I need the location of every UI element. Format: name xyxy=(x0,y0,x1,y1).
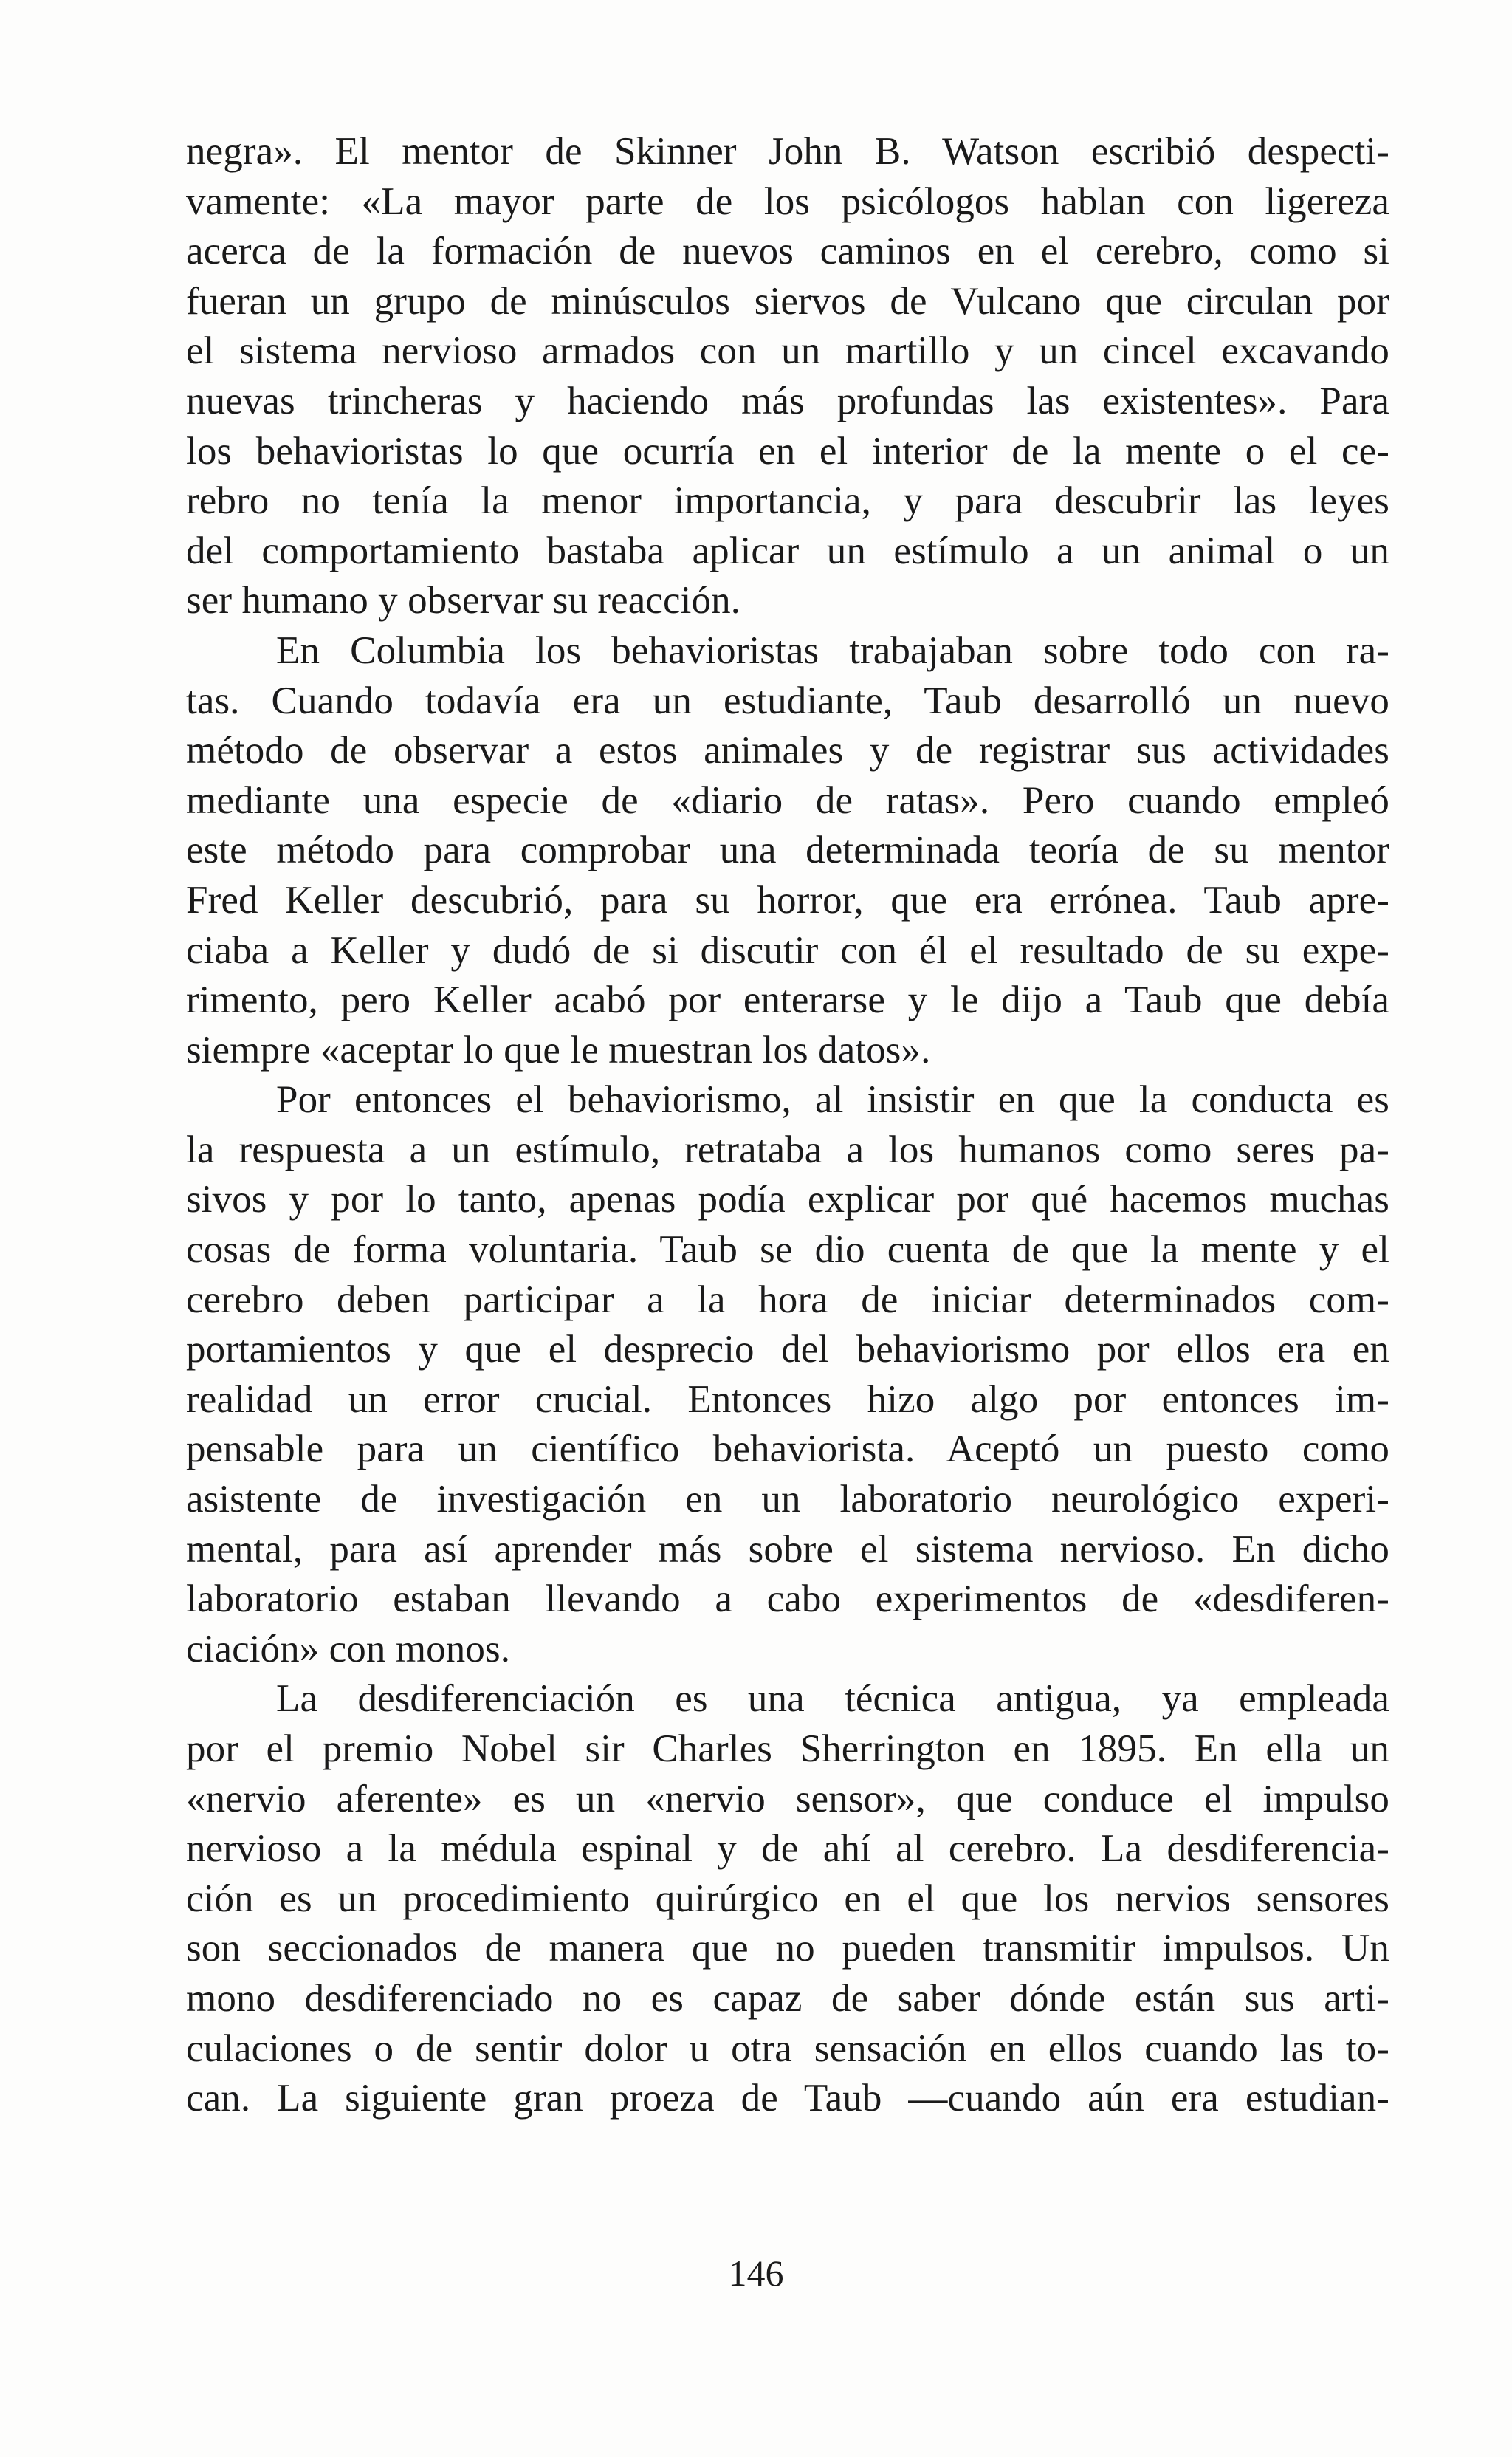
text-line: fueran un grupo de minúsculos siervos de Vulcano que circulan por xyxy=(186,279,1389,323)
text-line: ción es un procedimiento quirúrgico en el que los nervios sensores xyxy=(186,1877,1389,1920)
text-line: pensable para un científico behaviorista. Aceptó un puesto como xyxy=(186,1428,1389,1471)
text-line: negra». El mentor de Skinner John B. Watson escribió despecti- xyxy=(186,130,1389,173)
text-line: este método para comprobar una determinada teoría de su mentor xyxy=(186,829,1389,872)
text-line: cerebro deben participar a la hora de iniciar determinados com- xyxy=(186,1278,1389,1321)
text-line: por el premio Nobel sir Charles Sherrington en 1895. En ella un xyxy=(186,1727,1389,1770)
body-text xyxy=(186,127,1389,2124)
text-line: rebro no tenía la menor importancia, y para descubrir las leyes xyxy=(186,479,1389,523)
text-line: método de observar a estos animales y de registrar sus actividades xyxy=(186,729,1389,772)
text-line: Fred Keller descubrió, para su horror, que era errónea. Taub apre- xyxy=(186,878,1389,922)
text-line: culaciones o de sentir dolor u otra sensación en ellos cuando las to- xyxy=(186,2026,1389,2070)
text-line: vamente: «La mayor parte de los psicólogos hablan con ligereza xyxy=(186,179,1389,223)
text-line: la respuesta a un estímulo, retrataba a los humanos como seres pa- xyxy=(186,1128,1389,1171)
text-line: ciación» con monos. xyxy=(186,1627,511,1670)
text-line: sivos y por lo tanto, apenas podía explicar por qué hacemos muchas xyxy=(186,1178,1389,1221)
text-line: son seccionados de manera que no pueden transmitir impulsos. Un xyxy=(186,1927,1389,1970)
text-line: ciaba a Keller y dudó de si discutir con él el resultado de su expe- xyxy=(186,928,1389,972)
text-line: tas. Cuando todavía era un estudiante, Taub desarrolló un nuevo xyxy=(186,679,1389,722)
text-line: La desdiferenciación es una técnica antigua, ya empleada xyxy=(276,1677,1389,1721)
text-line: asistente de investigación en un laboratorio neurológico experi- xyxy=(186,1478,1389,1521)
text-line: del comportamiento bastaba aplicar un estímulo a un animal o un xyxy=(186,529,1389,572)
text-line: los behavioristas lo que ocurría en el interior de la mente o el ce- xyxy=(186,429,1389,473)
text-line: cosas de forma voluntaria. Taub se dio cuenta de que la mente y el xyxy=(186,1228,1389,1272)
text-line: ser humano y observar su reacción. xyxy=(186,579,741,623)
text-line: realidad un error crucial. Entonces hizo algo por entonces im- xyxy=(186,1377,1389,1421)
text-line: «nervio aferente» es un «nervio sensor», que conduce el impulso xyxy=(186,1777,1389,1820)
text-line: mental, para así aprender más sobre el sistema nervioso. En dicho xyxy=(186,1527,1389,1571)
text-line: En Columbia los behavioristas trabajaban sobre todo con ra- xyxy=(276,628,1389,672)
text-line: portamientos y que el desprecio del behaviorismo por ellos era en xyxy=(186,1328,1389,1371)
text-line: can. La siguiente gran proeza de Taub —cuando aún era estudian- xyxy=(186,2077,1389,2120)
text-line: laboratorio estaban llevando a cabo experimentos de «desdiferen- xyxy=(186,1577,1389,1621)
text-line: rimento, pero Keller acabó por enterarse y le dijo a Taub que debía xyxy=(186,979,1389,1022)
text-line: siempre «aceptar lo que le muestran los datos». xyxy=(186,1028,931,1072)
text-line: nervioso a la médula espinal y de ahí al cerebro. La desdiferencia- xyxy=(186,1827,1389,1871)
text-line: mediante una especie de «diario de ratas». Pero cuando empleó xyxy=(186,778,1389,822)
text-line: mono desdiferenciado no es capaz de saber dónde están sus arti- xyxy=(186,1976,1389,2020)
text-line: Por entonces el behaviorismo, al insistir en que la conducta es xyxy=(276,1078,1389,1122)
text-line: acerca de la formación de nuevos caminos en el cerebro, como si xyxy=(186,230,1389,273)
page-number: 146 xyxy=(728,2252,784,2294)
text-line: nuevas trincheras y haciendo más profundas las existentes». Para xyxy=(186,379,1389,422)
text-line: el sistema nervioso armados con un martillo y un cincel excavando xyxy=(186,329,1389,373)
